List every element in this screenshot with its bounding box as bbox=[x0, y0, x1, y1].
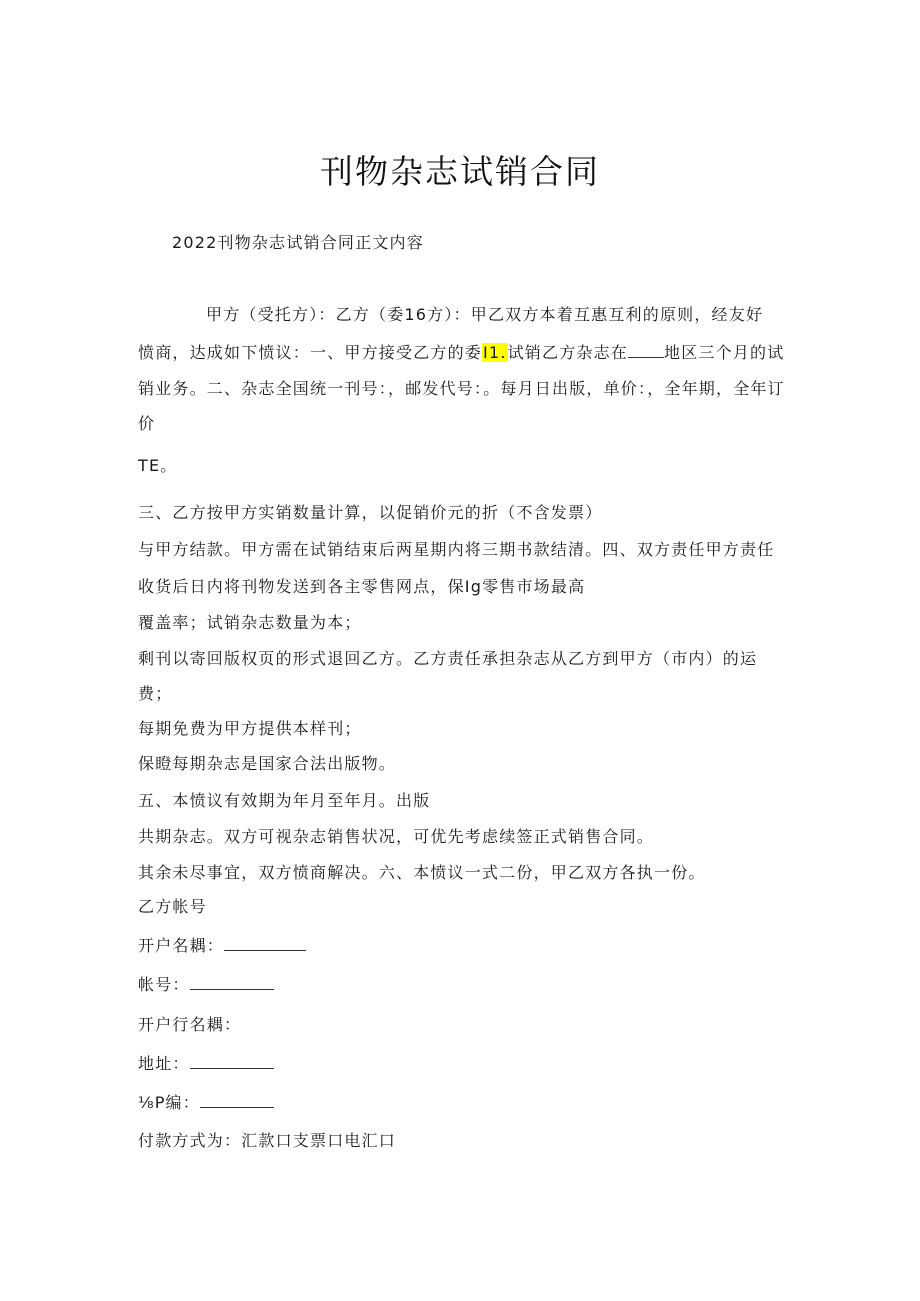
text-line-7: 每期免费为甲方提供本样刊； bbox=[138, 719, 362, 738]
field-bank-name: 开户行名耦： bbox=[138, 1015, 242, 1034]
text-line-5: 剩刊以寄回版权页的形式退回乙方。乙方责任承担杂志从乙方到甲方（市内）的运 bbox=[138, 649, 758, 668]
field-account-number-label: 帐号： bbox=[138, 975, 190, 994]
text-line-2: 与甲方结款。甲方需在试销结束后两星期内将三期书款结清。四、双方责任甲方责任 bbox=[138, 540, 775, 559]
field-postcode-blank bbox=[200, 1093, 274, 1108]
field-address-label: 地址： bbox=[138, 1054, 190, 1073]
paragraph-line-3: 销业务。二、杂志全国统一刊号：，邮发代号：。每月日出版，单价：，全年期，全年订 bbox=[138, 379, 785, 398]
paragraph-line-2-middle: 试销乙方杂志在 bbox=[507, 343, 629, 362]
text-line-4: 覆盖率；试销杂志数量为本； bbox=[138, 613, 362, 632]
document-title: 刊物杂志试销合同 bbox=[320, 152, 600, 191]
text-line-10: 共期杂志。双方可视杂志销售状况，可优先考虑续签正式销售合同。 bbox=[138, 827, 655, 846]
paragraph-line-1: 甲方（受托方）：乙方（委16方）：甲乙双方本着互惠互利的原则，经友好 bbox=[206, 305, 764, 324]
field-address bbox=[138, 1051, 274, 1074]
field-payment-method: 付款方式为：汇款口支票口电汇口 bbox=[138, 1131, 397, 1150]
document-subtitle: 2022刊物杂志试销合同正文内容 bbox=[172, 233, 424, 252]
text-line-3: 收货后日内将刊物发送到各主零售网点，保Ig零售市场最高 bbox=[138, 577, 586, 596]
te-line: TE。 bbox=[138, 456, 178, 475]
blank-line bbox=[628, 343, 664, 358]
field-account-number bbox=[138, 972, 274, 995]
field-account-name-label: 开户名耦： bbox=[138, 936, 225, 955]
field-postcode-label: ⅛P编： bbox=[138, 1093, 200, 1112]
paragraph-line-2-start: 愤商，达成如下愤议：一、甲方接受乙方的委 bbox=[138, 343, 483, 362]
text-line-9: 五、本愤议有效期为年月至年月。出版 bbox=[138, 791, 431, 810]
text-line-1: 三、乙方按甲方实销数量计算，以促销价元的折（不含发票） bbox=[138, 503, 603, 522]
text-line-6: 费； bbox=[138, 684, 173, 703]
field-postcode bbox=[138, 1090, 274, 1113]
paragraph-line-2-end: 地区三个月的试 bbox=[664, 343, 785, 362]
text-line-11: 其余未尽事宜，双方愤商解决。六、本愤议一式二份，甲乙双方各执一份。 bbox=[138, 863, 706, 882]
paragraph-line-4: 价 bbox=[138, 414, 156, 433]
field-account-number-blank bbox=[190, 975, 274, 990]
field-account-name-blank bbox=[224, 936, 306, 951]
text-line-8: 保瞪每期杂志是国家合法出版物。 bbox=[138, 754, 397, 773]
text-line-12: 乙方帐号 bbox=[138, 897, 207, 916]
field-address-blank bbox=[190, 1054, 274, 1069]
highlighted-text: I1. bbox=[483, 343, 507, 362]
paragraph-line-2 bbox=[138, 340, 784, 363]
field-account-name bbox=[138, 933, 306, 956]
